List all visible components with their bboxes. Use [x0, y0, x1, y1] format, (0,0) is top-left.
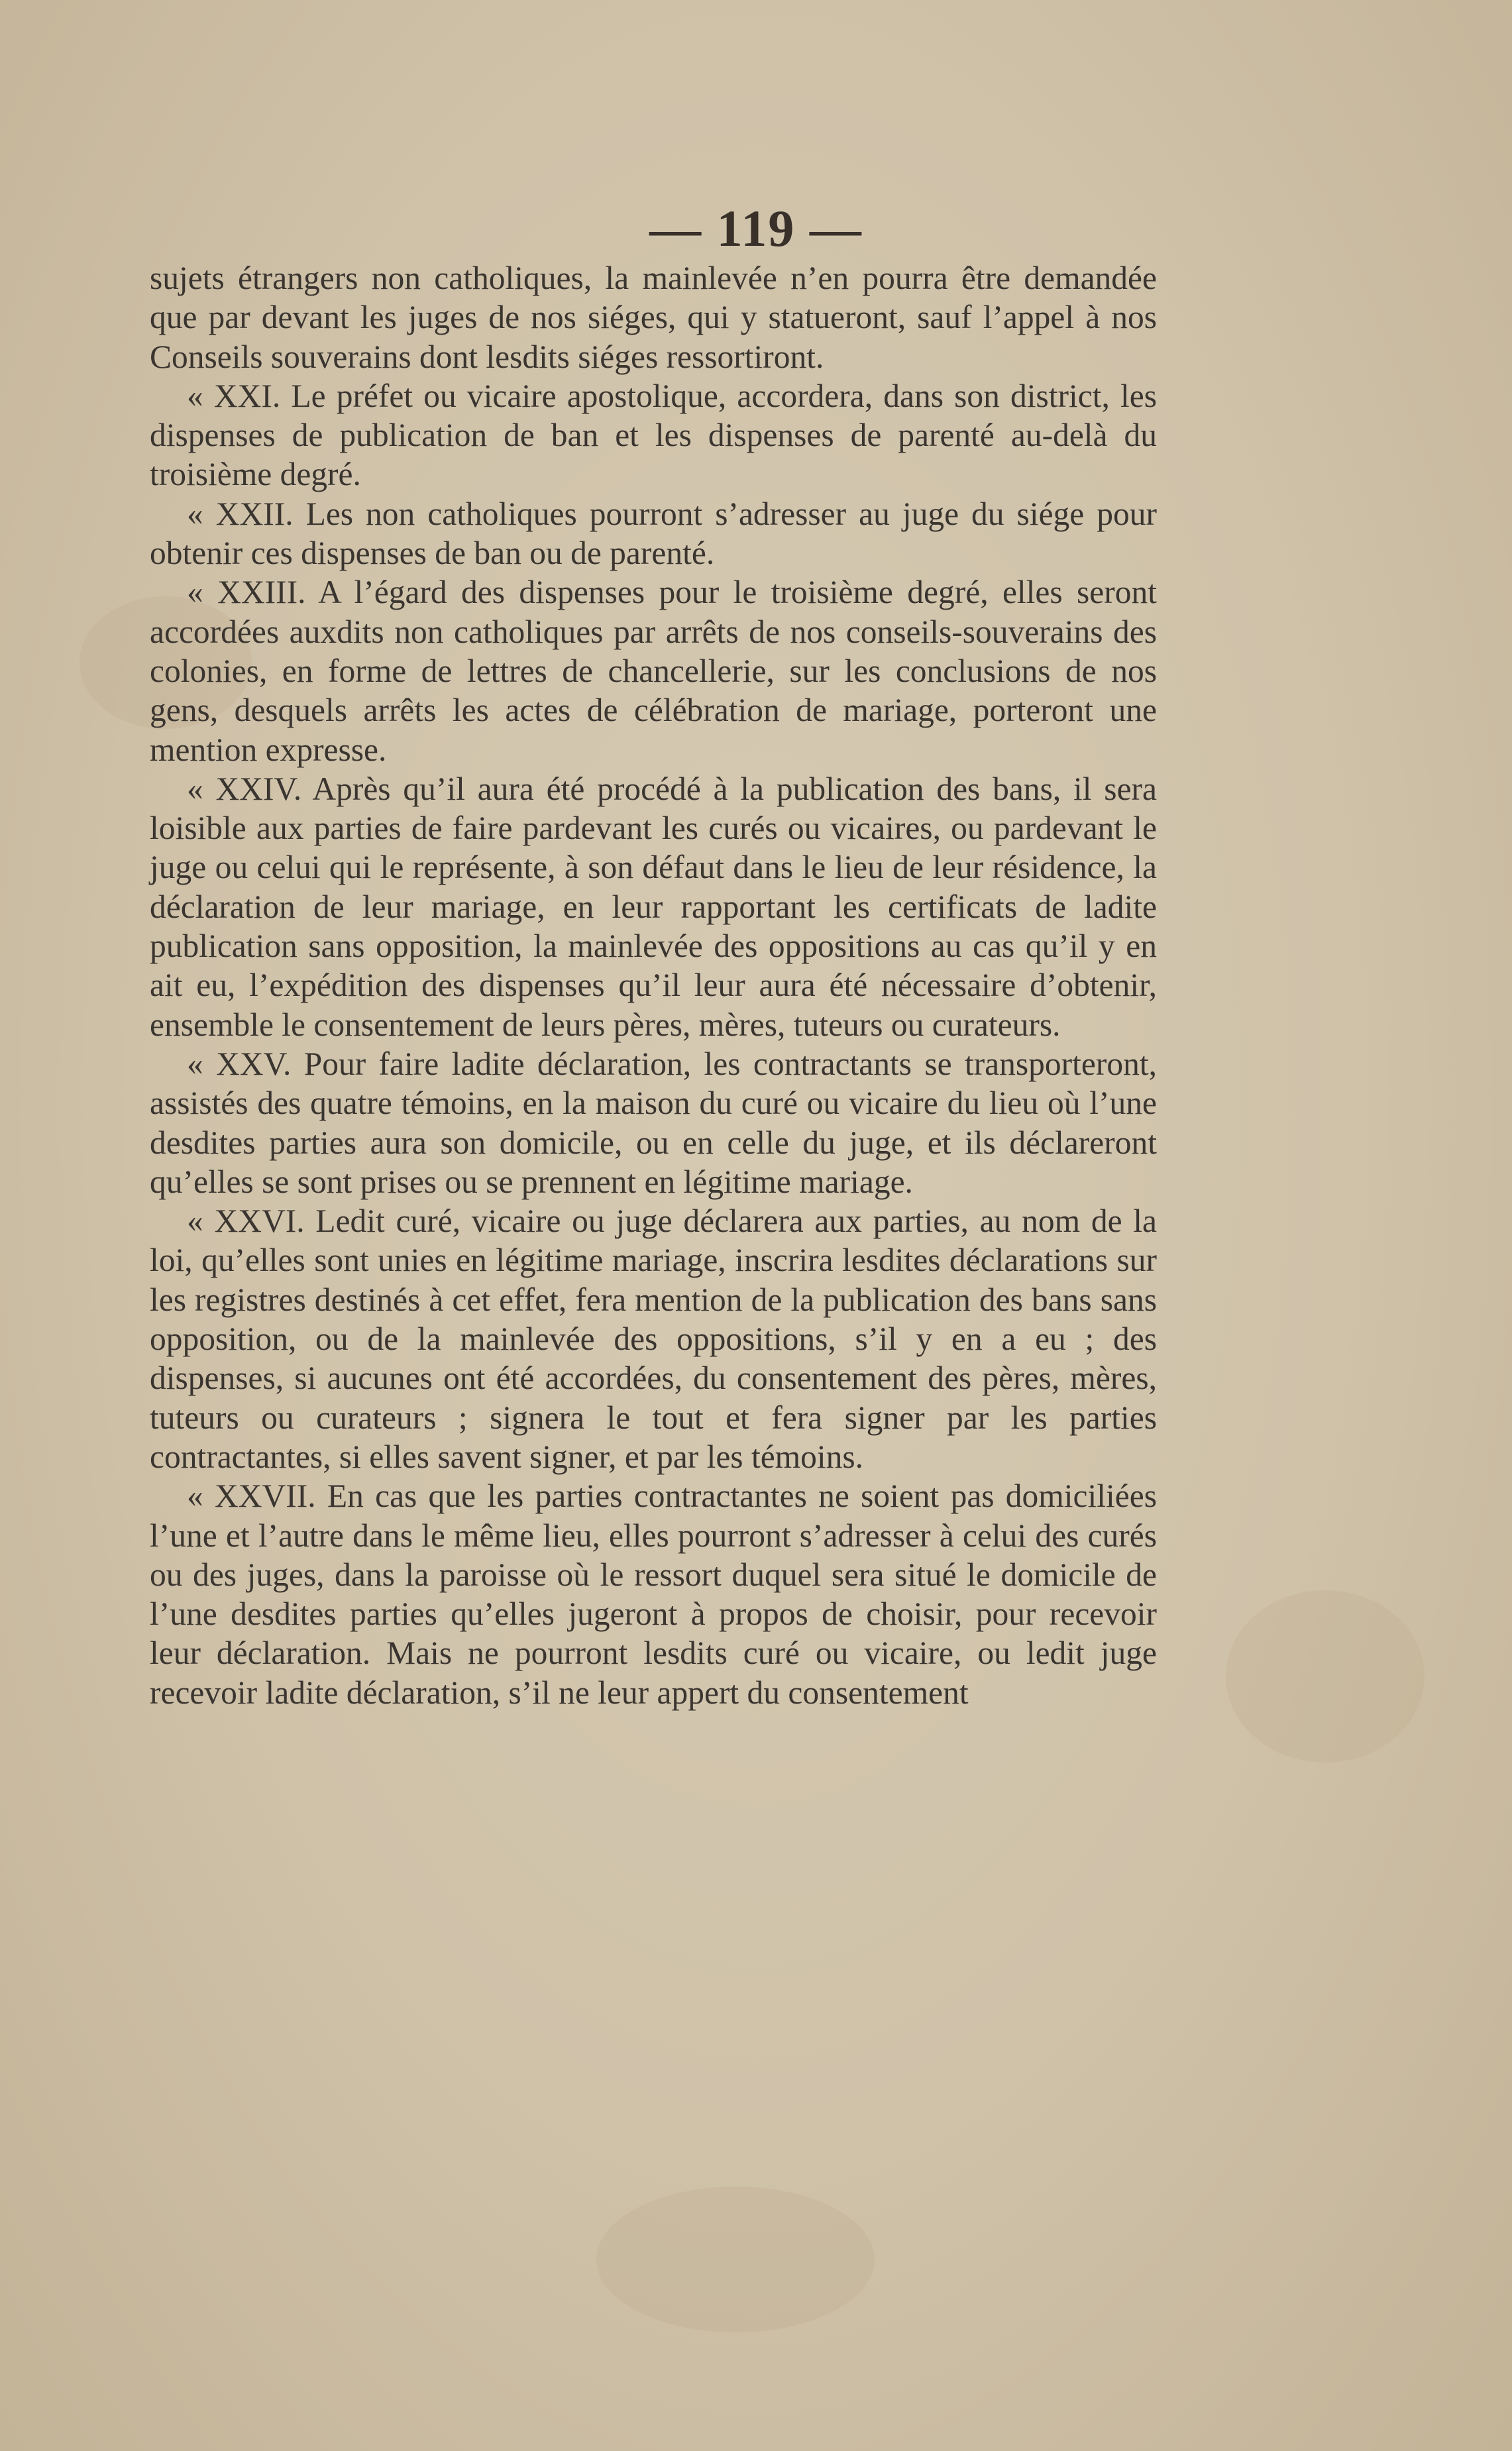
paper-stain — [596, 2187, 875, 2332]
article-xxii: « XXII. Les non catholiques pourront s’adresser au juge du siége pour obtenir ces dispenses de ban ou de parenté. — [150, 495, 1157, 572]
paragraph-continuation: sujets étrangers non catholiques, la mainlevée n’en pourra être demandée que par devant les juges de nos siéges, qui y statueront, sauf l’appel à nos Conseils souverains dont lesdits siéges ressortiront. — [150, 260, 1157, 375]
article-xxiii: « XXIII. A l’égard des dispenses pour le troisième degré, elles seront accordées auxdits non catholiques par arrêts de nos conseils-souverains des colonies, en forme de lettres de chancellerie, sur les conclusions de nos gens, desquels arrêts les actes de célébration de mariage, porteront une mention expresse. — [150, 574, 1157, 768]
page-number: — 119 — — [649, 199, 863, 257]
article-xxvii: « XXVII. En cas que les parties contractantes ne soient pas domiciliées l’une et l’autre dans le même lieu, elles pourront s’adresser à celui des curés ou des juges, dans la paroisse où le ressort duquel sera situé le domicile de l’une desdites parties qu’elles jugeront à propos de choisir, pour recevoir leur déclaration. Mais ne pourront lesdits curé ou vicaire, ou ledit juge recevoir ladite déclaration, s’il ne leur appert du consentement — [150, 1478, 1157, 1711]
paper-stain — [1226, 1590, 1425, 1763]
article-xxvi: « XXVI. Ledit curé, vicaire ou juge déclarera aux parties, au nom de la loi, qu’elles sont unies en légitime mariage, inscrira lesdites déclarations sur les registres destinés à cet effet, fera mention de la publication des bans sans opposition, ou de la mainlevée des oppositions, s’il y en a eu ; des dispenses, si aucunes ont été accordées, du consentement des pères, mères, tuteurs ou curateurs ; signera le tout et fera signer par les parties contractantes, si elles savent signer, et par les témoins. — [150, 1203, 1157, 1475]
article-xxv: « XXV. Pour faire ladite déclaration, les contractants se transporteront, assistés des quatre témoins, en la maison du curé ou vicaire du lieu où l’une desdites parties aura son domicile, ou en celle du juge, et ils déclareront qu’elles se sont prises ou se prennent en légitime mariage. — [150, 1045, 1157, 1200]
article-xxiv: « XXIV. Après qu’il aura été procédé à la publication des bans, il sera loisible aux parties de faire pardevant les curés ou vicaires, ou pardevant le juge ou celui qui le représente, à son défaut dans le lieu de leur résidence, la déclaration de leur mariage, en leur rapportant les certificats de ladite publication sans opposition, la mainlevée des oppositions au cas qu’il y en ait eu, l’expédition des dispenses qu’il leur aura été nécessaire d’obtenir, ensemble le consentement de leurs pères, mères, tuteurs ou curateurs. — [150, 770, 1157, 1043]
article-xxi: « XXI. Le préfet ou vicaire apostolique, accordera, dans son district, les dispenses de publication de ban et les dispenses de parenté au-delà du troisième degré. — [150, 377, 1157, 493]
body-text — [150, 258, 1157, 1712]
